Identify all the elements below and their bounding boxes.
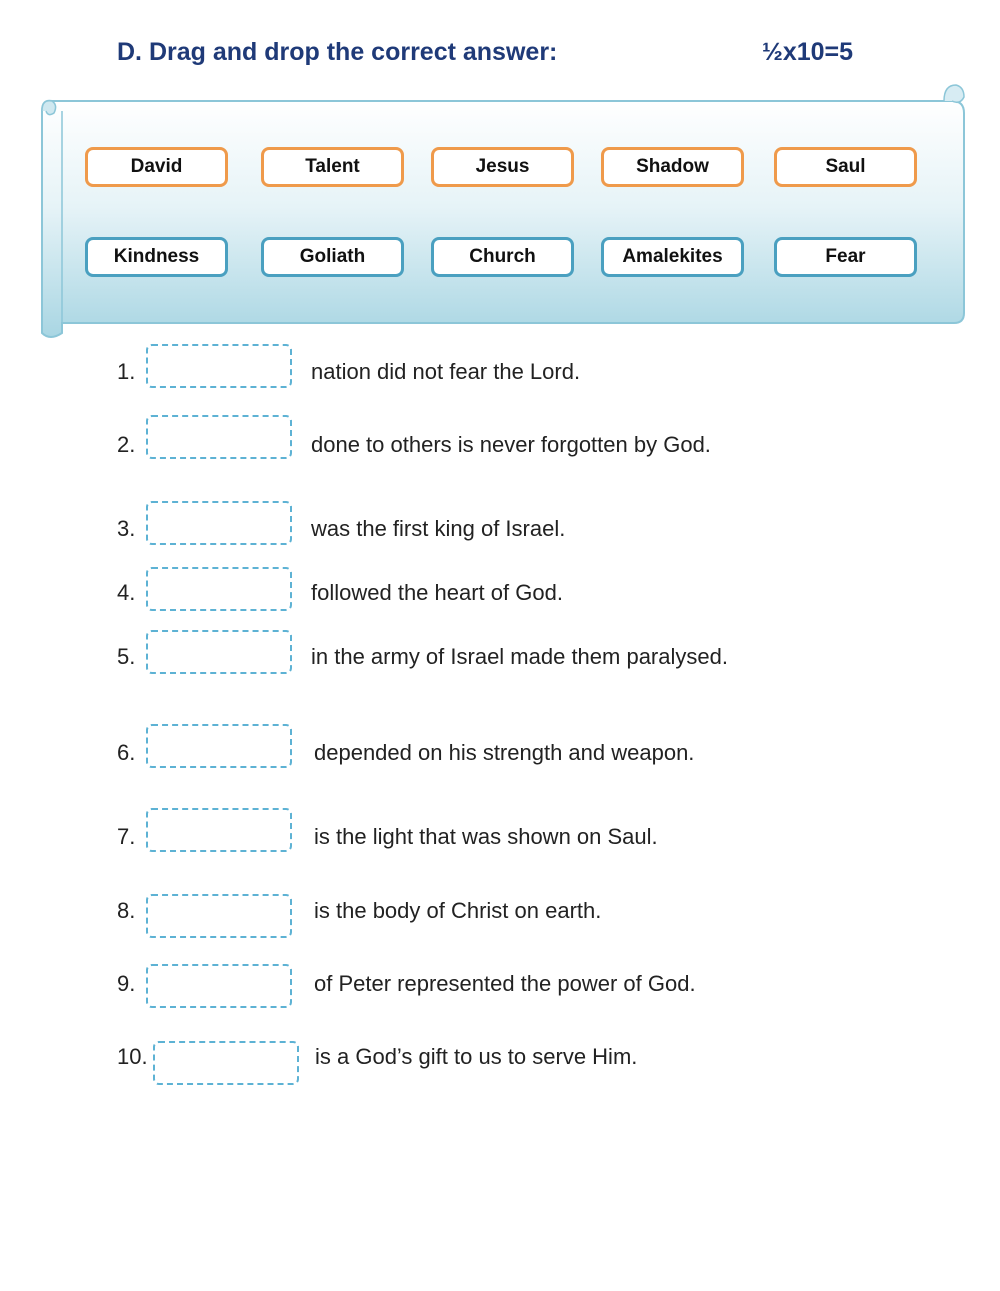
question-number-1: 1. [117,359,136,384]
question-text-9: of Peter represented the power of God. [314,971,696,996]
question-text-4: followed the heart of God. [311,580,563,605]
word-chip-kindness[interactable]: Kindness [85,237,228,277]
question-number-5: 5. [117,644,136,669]
question-number-4: 4. [117,580,136,605]
question-text-10: is a God’s gift to us to serve Him. [315,1044,638,1069]
drop-zone-3[interactable] [146,501,292,545]
word-chip-church[interactable]: Church [431,237,574,277]
question-number-2: 2. [117,432,136,457]
question-text-1: nation did not fear the Lord. [311,359,581,384]
question-text-5: in the army of Israel made them paralysed. [311,644,728,669]
word-chip-jesus[interactable]: Jesus [431,147,574,187]
drop-zone-10[interactable] [153,1041,299,1085]
question-number-3: 3. [117,516,136,541]
drop-zone-6[interactable] [146,724,292,768]
scroll-background [38,83,966,343]
drop-zone-5[interactable] [146,630,292,674]
word-chip-david[interactable]: David [85,147,228,187]
question-text-8: is the body of Christ on earth. [314,898,602,923]
question-text-2: done to others is never forgotten by God. [311,432,711,457]
question-number-10: 10. [117,1044,148,1069]
question-number-6: 6. [117,740,136,765]
word-chip-amalekites[interactable]: Amalekites [601,237,744,277]
question-text-6: depended on his strength and weapon. [314,740,695,765]
drop-zone-9[interactable] [146,964,292,1008]
page-title: D. Drag and drop the correct answer: [117,38,558,66]
drop-zone-2[interactable] [146,415,292,459]
word-chip-shadow[interactable]: Shadow [601,147,744,187]
question-number-8: 8. [117,898,136,923]
question-number-9: 9. [117,971,136,996]
question-text-3: was the first king of Israel. [311,516,566,541]
drop-zone-7[interactable] [146,808,292,852]
question-number-7: 7. [117,824,136,849]
word-chip-goliath[interactable]: Goliath [261,237,404,277]
word-chip-fear[interactable]: Fear [774,237,917,277]
drop-zone-4[interactable] [146,567,292,611]
word-chip-talent[interactable]: Talent [261,147,404,187]
word-bank-scroll [38,83,966,343]
drop-zone-1[interactable] [146,344,292,388]
question-text-7: is the light that was shown on Saul. [314,824,658,849]
drop-zone-8[interactable] [146,894,292,938]
word-chip-saul[interactable]: Saul [774,147,917,187]
score-label: ½x10=5 [762,38,854,66]
